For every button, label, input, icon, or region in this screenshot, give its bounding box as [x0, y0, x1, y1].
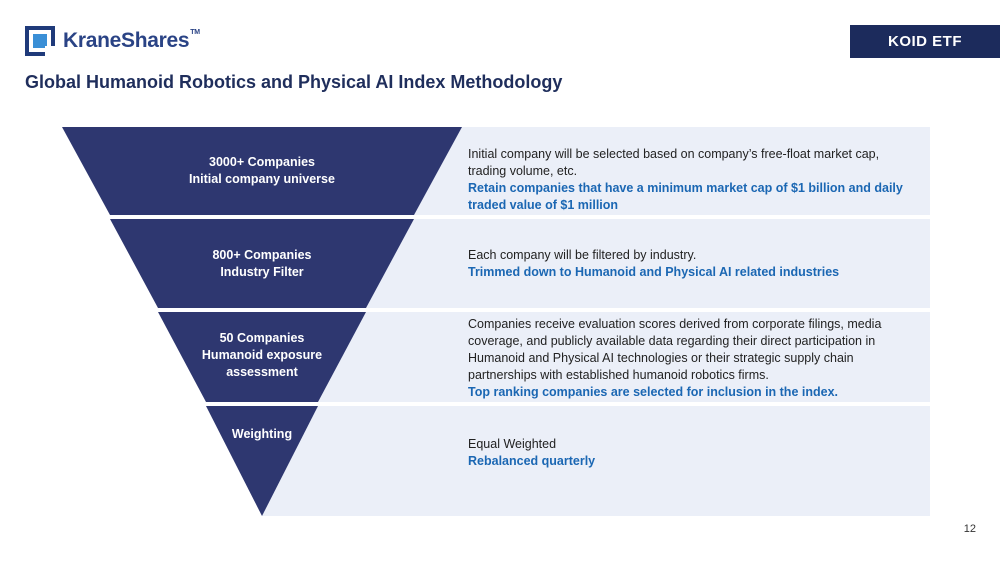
tier-1-name: Initial company universe: [189, 172, 335, 186]
tier-1-count: 3000+ Companies: [209, 155, 315, 169]
tier-1-description: [468, 146, 918, 214]
tier-1-desc-highlight: Retain companies that have a minimum market cap of $1 billion and daily traded value of $1 million: [468, 181, 903, 212]
logo-trademark: TM: [190, 29, 200, 36]
funnel-tier-4: [206, 406, 318, 516]
tier-2-description: [468, 247, 918, 281]
tier-3-desc-text: Companies receive evaluation scores derived from corporate filings, media coverage, and publicly available data regarding their direct participation in Humanoid and Physical AI technologies or their strategic supply chain partnerships with established humanoid robotics firms.: [468, 317, 882, 382]
tier-2-desc-text: Each company will be filtered by industry.: [468, 248, 697, 262]
tier-2-count: 800+ Companies: [212, 248, 312, 262]
tier-3-description: [468, 316, 918, 401]
tier-4-label: [162, 426, 362, 443]
tier-3-name-line2: assessment: [226, 365, 298, 379]
page-title: Global Humanoid Robotics and Physical AI Index Methodology: [25, 72, 563, 92]
tier-3-name-line1: Humanoid exposure: [201, 348, 323, 362]
tier-3-desc-highlight: Top ranking companies are selected for inclusion in the index.: [468, 385, 838, 399]
tier-1-desc-text: Initial company will be selected based on company’s free-float market cap, trading volume, etc.: [468, 147, 880, 178]
tier-2-label: [162, 247, 362, 281]
tier-4-desc-text: Equal Weighted: [468, 437, 557, 451]
tier-3-count: 50 Companies: [219, 331, 305, 345]
tier-3-label: [162, 330, 362, 381]
logo-text: KraneShares™: [63, 29, 200, 52]
tier-1-label: [162, 154, 362, 188]
tier-2-name: Industry Filter: [220, 265, 304, 279]
etf-badge: KOID ETF: [850, 25, 1000, 58]
tier-4-description: [468, 436, 918, 470]
tier-4-name: Weighting: [231, 427, 293, 441]
tier-2-desc-highlight: Trimmed down to Humanoid and Physical AI related industries: [468, 265, 840, 279]
tier-4-desc-highlight: Rebalanced quarterly: [468, 454, 596, 468]
page-number: 12: [963, 523, 976, 535]
